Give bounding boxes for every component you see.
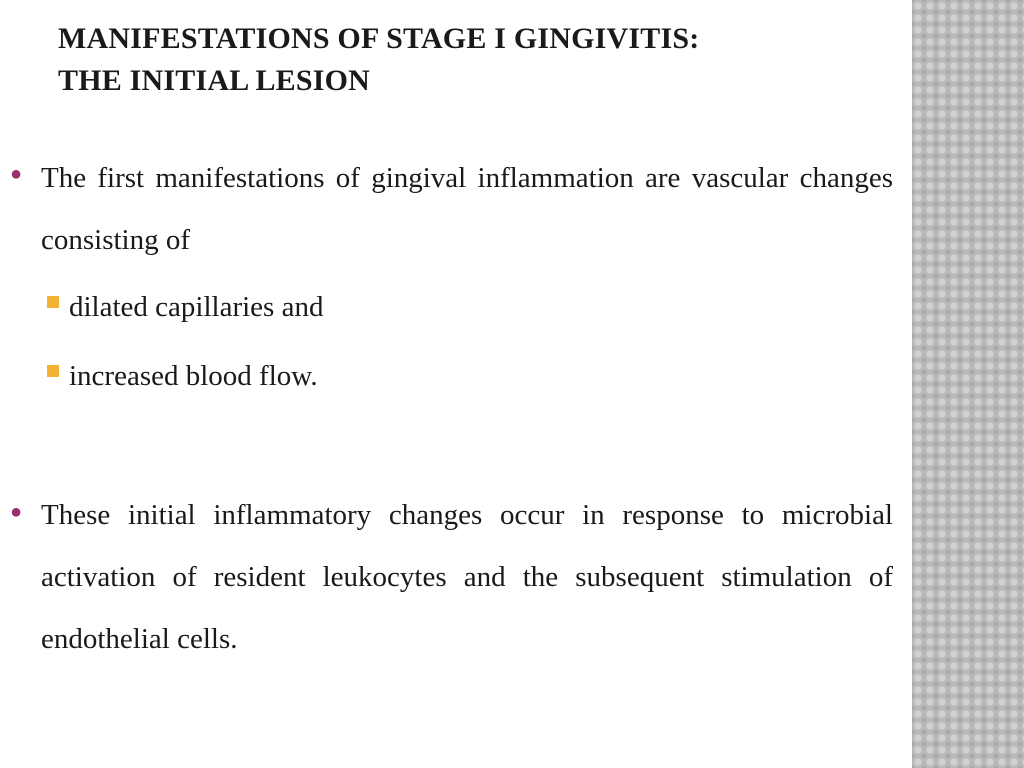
sub-bullet-item-2: increased blood flow. [69, 360, 318, 392]
slide-title [58, 18, 898, 102]
bullet-dot-icon: ● [10, 163, 23, 185]
sub-bullet-square-icon [47, 296, 59, 308]
sub-bullet-item-1: dilated capillaries and [69, 291, 324, 323]
decorative-side-band [912, 0, 1024, 768]
bullet-item-1: The first manifestations of gingival inflammation are vascular changes consisting of [41, 162, 893, 256]
title-line-2: THE INITIAL LESION [58, 64, 371, 97]
title-line-1: MANIFESTATIONS OF STAGE I GINGIVITIS: [58, 22, 700, 55]
sub-bullet-square-icon [47, 365, 59, 377]
bullet-item-2: These initial inflammatory changes occur in response to microbial activation of resident leukocytes and the subsequent stimulation of endothelial cells. [41, 499, 893, 655]
bullet-dot-icon: ● [10, 501, 23, 523]
